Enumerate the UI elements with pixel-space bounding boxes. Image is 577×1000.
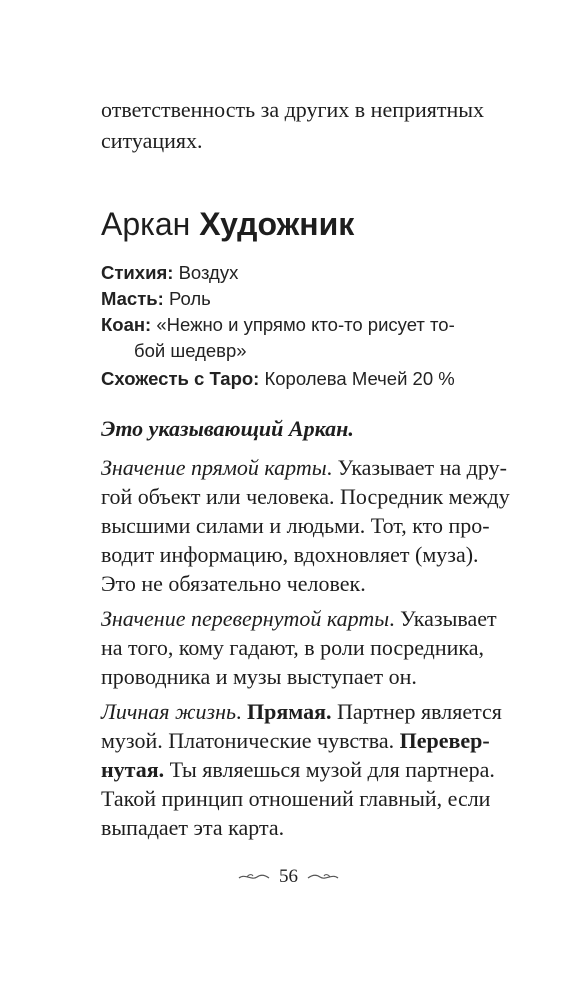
p1-line2: гой объект или человека. Посредник между: [101, 484, 510, 509]
p3-line4: Такой принцип отношений главный, если: [101, 786, 491, 811]
p1-line5: Это не обязательно человек.: [101, 571, 366, 596]
meta-suit: [101, 286, 211, 312]
intro-line: [101, 414, 354, 443]
p3-term: Личная жизнь: [101, 699, 237, 724]
meta-label: Коан:: [101, 314, 152, 335]
meta-label: Стихия:: [101, 262, 174, 283]
p2-line2: на того, кому гадают, в роли посредника,: [101, 635, 485, 660]
meta-koan-cont: бой шедевр»: [134, 340, 247, 361]
title-name: Художник: [199, 206, 355, 242]
p3-line2: [101, 726, 490, 755]
p3-line5: выпадает эта карта.: [101, 815, 285, 840]
body-text-line: ответственность за других в неприятных: [101, 97, 485, 122]
p2-line1: [101, 604, 497, 633]
p3-line1: [101, 697, 502, 726]
p3-reversed: нутая.: [101, 757, 165, 782]
p1-line4: водит информацию, вдохновляет (муза).: [101, 542, 479, 567]
meta-value: Королева Мечей 20 %: [264, 368, 455, 389]
p3-text: музой. Платонические чувства.: [101, 728, 400, 753]
p1-text: . Указывает на дру-: [326, 455, 507, 480]
meta-value: «Нежно и упрямо кто-то рисует то-: [156, 314, 455, 335]
intro-text: Это указывающий Аркан.: [101, 416, 354, 441]
page-number: 56: [279, 866, 298, 887]
p2-line3: проводника и музы выступает он.: [101, 664, 417, 689]
page-footer: [0, 866, 577, 888]
ornament-left-icon: [237, 871, 271, 883]
p3-dot: .: [236, 699, 242, 724]
p3-text: Партнер является: [331, 699, 502, 724]
title-prefix: Аркан: [101, 206, 191, 242]
p2-term: Значение перевернутой карты: [101, 606, 390, 631]
p1-term: Значение прямой карты: [101, 455, 327, 480]
p3-line3: [101, 755, 495, 784]
p3-straight: Прямая.: [247, 699, 332, 724]
p1-line3: высшими силами и людьми. Тот, кто про-: [101, 513, 490, 538]
section-title: [101, 204, 354, 244]
p2-text: . Указывает: [389, 606, 497, 631]
meta-label: Схожесть с Таро:: [101, 368, 260, 389]
p3-reversed: Перевер-: [399, 728, 490, 753]
p1-line1: [101, 453, 507, 482]
meta-tarot: [101, 366, 455, 392]
meta-element: [101, 260, 238, 286]
meta-koan: [101, 312, 455, 338]
ornament-right-icon: [306, 871, 340, 883]
p3-text: Ты являешься музой для партнера.: [164, 757, 495, 782]
body-text-line: ситуациях.: [101, 128, 203, 153]
meta-value: Воздух: [178, 262, 239, 283]
meta-value: Роль: [168, 288, 211, 309]
meta-label: Масть:: [101, 288, 164, 309]
